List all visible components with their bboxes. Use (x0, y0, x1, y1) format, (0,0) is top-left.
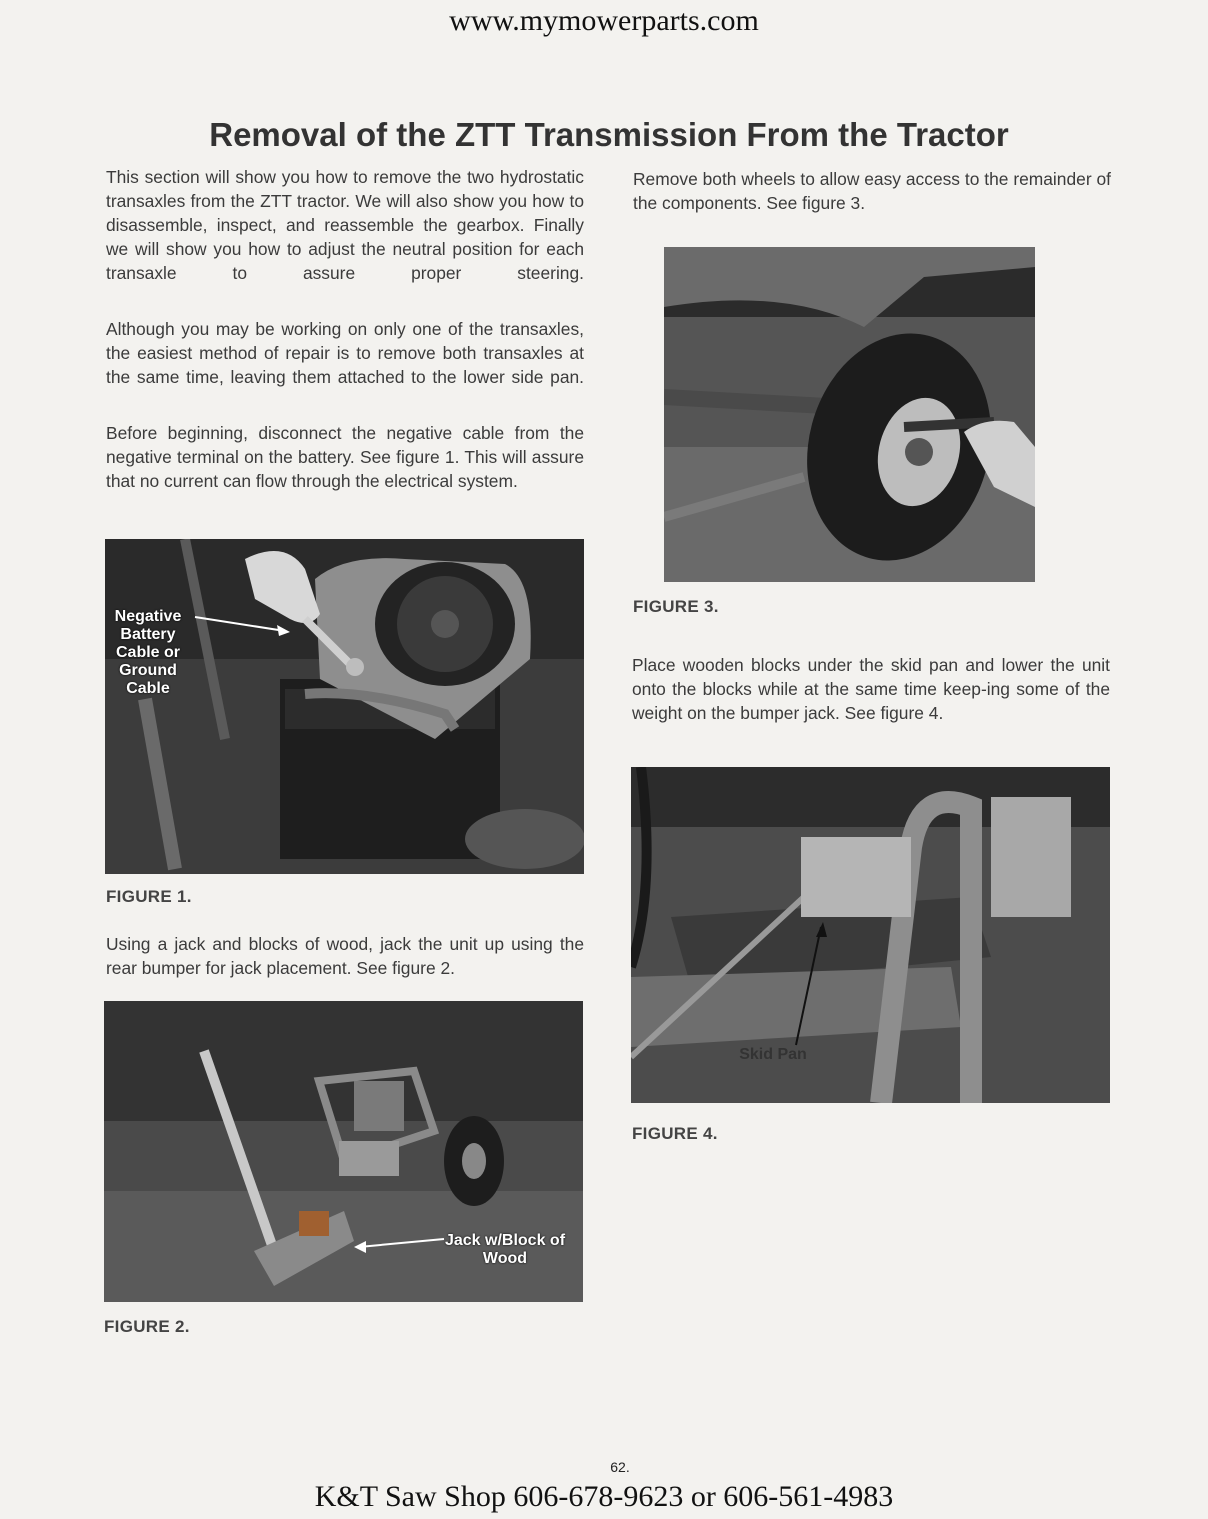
figure-3-caption: FIGURE 3. (633, 597, 719, 616)
jack-paragraph: Using a jack and blocks of wood, jack the unit up using the rear bumper for jack placement. See figure 2. (106, 934, 584, 978)
figure-2-label: Jack w/Block of Wood (444, 1232, 566, 1267)
figure-2-caption: FIGURE 2. (104, 1317, 190, 1336)
transaxles-paragraph: Although you may be working on only one of the transaxles, the easiest method of repair is to remove both transaxles at the same time, leaving them attached to the lower side pan. (106, 319, 584, 387)
battery-paragraph: Before beginning, disconnect the negative cable from the negative terminal on the battery. See figure 1. This will assure that no current can flow through the electrical system. (106, 423, 584, 491)
footer-contact: K&T Saw Shop 606-678-9623 or 606-561-4983 (314, 1480, 894, 1513)
figure-4-photo (631, 767, 1110, 1103)
page-number: 62. (610, 1459, 630, 1475)
figure-4-caption: FIGURE 4. (632, 1124, 718, 1143)
page-title: Removal of the ZTT Transmission From the Tractor (209, 116, 1009, 153)
figure-1-photo (105, 539, 584, 874)
figure-4-label: Skid Pan (739, 1046, 807, 1063)
figure-1-caption: FIGURE 1. (106, 887, 192, 906)
figure-1-label: Negative Battery Cable or Ground Cable (114, 608, 182, 697)
intro-paragraph: This section will show you how to remove the two hydrostatic transaxles from the ZTT tractor. We will also show you how to disassemble, inspect, and reassemble the gearbox. Finally we will show you how to adjust the neutral position for each transaxle to assure proper steering. (106, 167, 584, 283)
blocks-paragraph: Place wooden blocks under the skid pan and lower the unit onto the blocks while at the same time keep-ing some of the weight on the bumper jack. See figure 4. (632, 655, 1110, 723)
figure-3-photo (664, 247, 1035, 582)
wheels-paragraph: Remove both wheels to allow easy access to the remainder of the components. See figure 3. (633, 169, 1111, 213)
site-url[interactable]: www.mymowerparts.com (449, 4, 759, 37)
